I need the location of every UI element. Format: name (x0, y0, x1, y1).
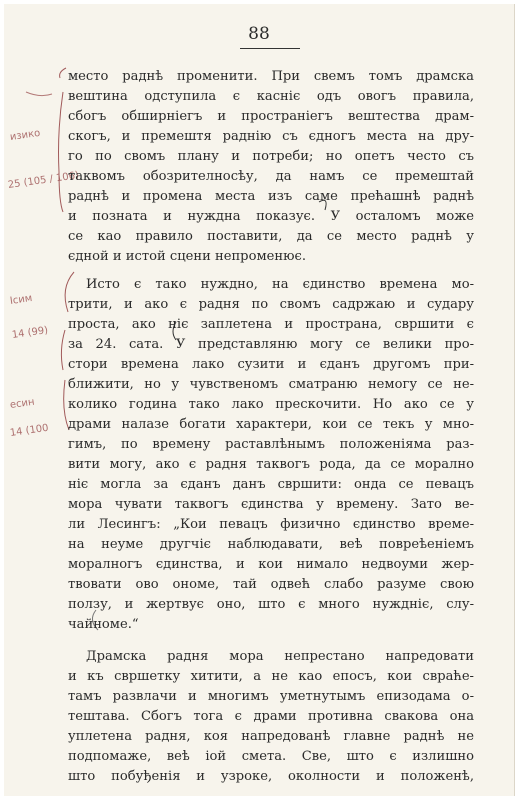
text-line: таквомъ обозрителносѣу, да намъ се премештай (68, 169, 474, 184)
text-line: вештина одступила є касніє одъ овогъ правила, (68, 89, 474, 104)
text-line: Исто є тако нуждно, на єдинство времена мо- (86, 277, 474, 292)
text-line: подпомаже, веѣ іой смета. Све, што є излишно (68, 749, 474, 764)
text-line: ползу, и жертвує оно, што є много нуждніє, слу- (68, 597, 474, 612)
text-line: драми налазе богати характери, кои се текъ у мно- (68, 417, 474, 432)
text-line: ближити, но у чувственомъ сматраню немогу се не- (68, 377, 474, 392)
text-line: мора чувати таквогъ єдинства у времену. Зато ве- (68, 497, 474, 512)
book-page (4, 4, 515, 796)
margin-note: 25 (105 / 106) (7, 170, 80, 191)
text-line: Драмска радня мора непрестано напредовати (86, 649, 474, 664)
text-line: тештава. Сбогъ тога є драми противна свакова она (68, 709, 474, 724)
text-line: раднѣ и промена места изъ саме прећашнѣ раднѣ (68, 189, 474, 204)
text-line: тамъ развлачи и многимъ уметнутымъ епизодама о- (68, 689, 474, 704)
text-line: и къ свршетку хитити, а не као епосъ, кои свраће- (68, 669, 474, 684)
text-line: скогъ, и премештя раднію съ єдногъ места на дру- (68, 129, 474, 144)
margin-note: есин (9, 396, 36, 411)
text-line: се као правило поставити, да се место раднѣ у (68, 229, 474, 244)
text-line: чайноме.“ (68, 617, 139, 632)
text-line: ли Лесингъ: „Кои певацъ физично єдинство време- (68, 517, 474, 532)
text-line: трити, и ако є радня по свомъ садржаю и судару (68, 297, 474, 312)
text-line: твовати ово ономе, тай одвећ слабо разуме свою (68, 577, 474, 592)
text-line: го по свомъ плану и потреби; но опетъ често съ (68, 149, 474, 164)
text-line: моралногъ єдинства, и кои нимало недвоуми жер- (68, 557, 474, 572)
page-number: 88 (248, 24, 270, 44)
text-line: место раднѣ променити. При свемъ томъ драмска (68, 69, 474, 84)
text-line: проста, ако ніє заплетена и пространа, свршити є (68, 317, 474, 332)
text-line: и позната и нуждна показує. У осталомъ може (68, 209, 474, 224)
text-line: вити могу, ако є радня таквогъ рода, да се морално (68, 457, 474, 472)
text-line: єдной и истой сцени непроменює. (68, 249, 307, 264)
margin-note: Ісим (9, 292, 34, 307)
text-line: гимъ, по времену раставлѣнымъ положеніяма раз- (68, 437, 474, 452)
text-line: колико година тако лако прескочити. Но ако се у (68, 397, 474, 412)
margin-note: изико (9, 127, 41, 143)
text-line: сбогъ обширніегъ и пространіегъ вештества драм- (68, 109, 474, 124)
text-line: стори времена лако сузити и єданъ другомъ при- (68, 357, 474, 372)
margin-note: 14 (100 (9, 422, 50, 439)
text-line: што побуђенія и узроке, околности и положенѣ, (68, 769, 474, 784)
text-line: за 24. сата. У представляню могу се велики про- (68, 337, 474, 352)
text-line: уплетена радня, коя напредованѣ главне раднѣ не (68, 729, 474, 744)
text-line: на неуме другчіє наблюдавати, веѣ повреѣеніемъ (68, 537, 474, 552)
text-line: ніє могла за єданъ данъ свршити: онда се певацъ (68, 477, 474, 492)
margin-note: 14 (99) (11, 324, 49, 341)
